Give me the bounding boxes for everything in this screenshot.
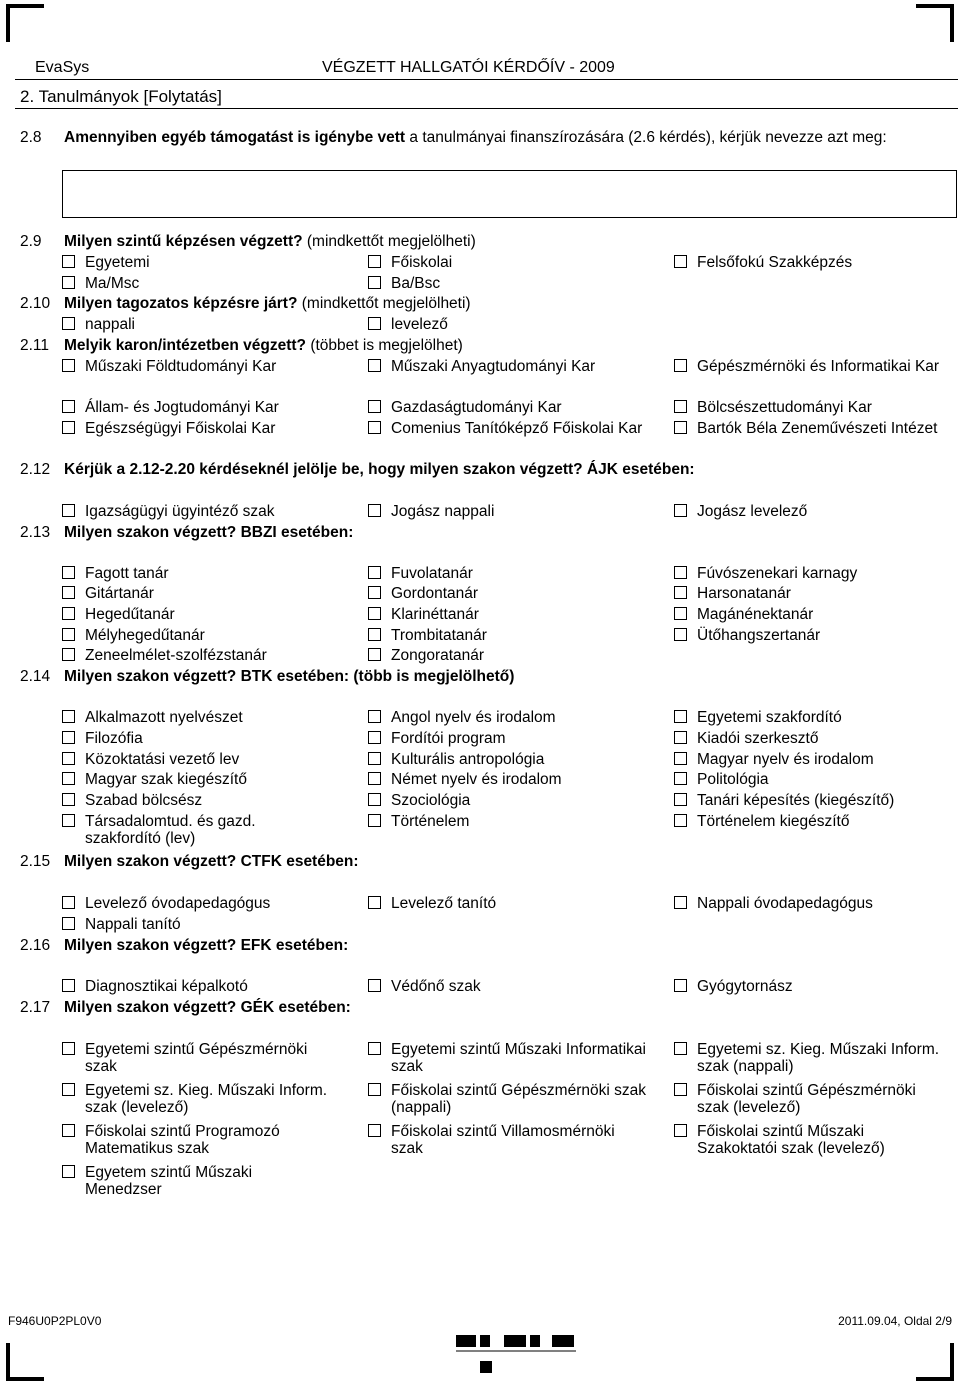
checkbox[interactable]	[368, 504, 381, 517]
checkbox[interactable]	[62, 255, 75, 268]
option-q213-1[interactable]	[368, 565, 648, 582]
option-q215-3[interactable]	[62, 916, 332, 933]
option-q214-11[interactable]	[674, 771, 944, 788]
option-q217-0[interactable]	[62, 1041, 332, 1075]
option-q217-5[interactable]	[674, 1082, 944, 1116]
option-label: Egyetemi szintű Gépészmérnöki szak	[85, 1041, 308, 1075]
option-label: Ütőhangszertanár	[697, 627, 821, 644]
checkbox[interactable]	[368, 648, 381, 661]
checkbox[interactable]	[674, 255, 687, 268]
option-label: Szociológia	[391, 792, 471, 809]
option-q214-4[interactable]	[368, 730, 648, 747]
corner-mark-top-left	[6, 4, 44, 42]
option-q214-8[interactable]	[674, 751, 944, 768]
option-label: Műszaki Földtudományi Kar	[85, 358, 277, 375]
option-label: Comenius Tanítóképző Főiskolai Kar	[391, 420, 643, 437]
question-2-17	[20, 999, 950, 1017]
checkbox[interactable]	[674, 400, 687, 413]
option-label: Főiskolai szintű Műszaki Szakoktatói szak (levelező)	[697, 1123, 885, 1157]
checkbox[interactable]	[368, 731, 381, 744]
option-q214-5[interactable]	[674, 730, 944, 747]
option-label: Bölcsészettudományi Kar	[697, 399, 872, 416]
option-q214-12[interactable]	[62, 792, 332, 809]
checkbox[interactable]	[62, 421, 75, 434]
option-q212-2[interactable]	[674, 503, 944, 520]
option-q211-4[interactable]	[368, 399, 648, 416]
option-label: Ba/Bsc	[391, 275, 441, 292]
question-hint: (mindkettőt megjelölheti)	[297, 295, 471, 312]
checkbox[interactable]	[62, 400, 75, 413]
option-q214-9[interactable]	[62, 771, 332, 788]
checkbox[interactable]	[368, 752, 381, 765]
checkbox[interactable]	[62, 710, 75, 723]
option-label: Egyetemi szintű Műszaki Informatikai szak	[391, 1041, 646, 1075]
option-q217-1[interactable]	[368, 1041, 648, 1075]
question-2-15	[20, 853, 950, 871]
option-q213-3[interactable]	[62, 585, 332, 602]
option-q214-2[interactable]	[674, 709, 944, 726]
checkbox[interactable]	[62, 752, 75, 765]
option-q214-15[interactable]	[62, 813, 332, 847]
checkbox[interactable]	[674, 772, 687, 785]
option-label: Egészségügyi Főiskolai Kar	[85, 420, 276, 437]
question-text: Milyen szakon végzett? BBZI esetében:	[64, 524, 354, 541]
question-text: Milyen szintű képzésen végzett?	[64, 233, 303, 250]
option-q214-1[interactable]	[368, 709, 648, 726]
question-hint: (többet is megjelölhet)	[306, 337, 463, 354]
option-label: Főiskolai	[391, 254, 453, 271]
checkbox[interactable]	[368, 814, 381, 827]
option-label: Politológia	[697, 771, 769, 788]
option-label: Nappali tanító	[85, 916, 181, 933]
question-2-14	[20, 668, 950, 686]
checkbox[interactable]	[62, 566, 75, 579]
option-q214-6[interactable]	[62, 751, 332, 768]
option-q214-17[interactable]	[674, 813, 944, 830]
checkbox[interactable]	[368, 586, 381, 599]
checkbox[interactable]	[674, 1042, 687, 1055]
checkbox[interactable]	[62, 276, 75, 289]
option-q211-5[interactable]	[674, 399, 944, 416]
checkbox[interactable]	[674, 731, 687, 744]
checkbox[interactable]	[368, 276, 381, 289]
checkbox[interactable]	[368, 793, 381, 806]
option-q216-2[interactable]	[674, 978, 944, 995]
question-text: Melyik karon/intézetben végzett?	[64, 337, 307, 354]
option-label: Jogász levelező	[697, 503, 808, 520]
option-label: Zongoratanár	[391, 647, 485, 664]
option-q214-0[interactable]	[62, 709, 332, 726]
question-2-8: 2.8 Amennyiben egyéb támogatást is igénybe vett a tanulmányai finanszírozására (2.6 kérdés), kérjük nevezze azt meg:	[20, 129, 887, 146]
checkbox[interactable]	[368, 896, 381, 909]
question-number: 2.13	[20, 524, 51, 541]
option-q213-8[interactable]	[674, 606, 944, 623]
option-q217-3[interactable]	[62, 1082, 332, 1116]
section-divider	[15, 108, 958, 109]
question-text: Milyen tagozatos képzésre járt?	[64, 295, 298, 312]
option-label: Főiskolai szintű Villamosmérnöki szak	[391, 1123, 615, 1157]
checkbox[interactable]	[62, 1042, 75, 1055]
option-label: Klarinéttanár	[391, 606, 479, 623]
checkbox[interactable]	[368, 607, 381, 620]
option-q213-0[interactable]	[62, 565, 332, 582]
option-q211-6[interactable]	[62, 420, 332, 437]
option-label: Egyetemi sz. Kieg. Műszaki Inform. szak (levelező)	[85, 1082, 328, 1116]
checkbox[interactable]	[674, 607, 687, 620]
option-label: Főiskolai szintű Programozó Matematikus szak	[85, 1123, 280, 1157]
checkbox[interactable]	[674, 586, 687, 599]
checkbox[interactable]	[674, 1124, 687, 1137]
option-q212-0[interactable]	[62, 503, 332, 520]
barcode-marks	[456, 1335, 576, 1379]
option-q213-2[interactable]	[674, 565, 944, 582]
option-q29-2[interactable]	[674, 254, 944, 271]
checkbox[interactable]	[62, 648, 75, 661]
option-label: Fuvolatanár	[391, 565, 473, 582]
header-divider	[15, 79, 958, 80]
checkbox[interactable]	[674, 504, 687, 517]
option-q210-0[interactable]	[62, 316, 332, 333]
option-q215-2[interactable]	[674, 895, 944, 912]
option-q215-0[interactable]	[62, 895, 332, 912]
option-label: Zeneelmélet-szolfézstanár	[85, 647, 267, 664]
checkbox[interactable]	[62, 1083, 75, 1096]
option-label: Bartók Béla Zeneművészeti Intézet	[697, 420, 938, 437]
question-number: 2.9	[20, 233, 42, 250]
checkbox[interactable]	[62, 586, 75, 599]
option-label: Magánénektanár	[697, 606, 814, 623]
question-number: 2.11	[20, 337, 50, 354]
checkbox[interactable]	[62, 1165, 75, 1178]
question-number: 2.17	[20, 999, 51, 1016]
option-q213-12[interactable]	[62, 647, 332, 664]
option-label: Német nyelv és irodalom	[391, 771, 562, 788]
question-number: 2.12	[20, 461, 51, 478]
question-2-16	[20, 937, 950, 955]
checkbox[interactable]	[62, 1124, 75, 1137]
checkbox[interactable]	[674, 359, 687, 372]
option-q217-4[interactable]	[368, 1082, 648, 1116]
option-label: Ma/Msc	[85, 275, 140, 292]
question-number: 2.15	[20, 853, 51, 870]
checkbox[interactable]	[368, 979, 381, 992]
option-label: Felsőfokú Szakképzés	[697, 254, 853, 271]
checkbox[interactable]	[368, 1083, 381, 1096]
option-q217-7[interactable]	[368, 1123, 648, 1157]
option-label: Fordítói program	[391, 730, 506, 747]
option-q213-6[interactable]	[62, 606, 332, 623]
option-q217-6[interactable]	[62, 1123, 332, 1157]
app-name: EvaSys	[35, 59, 90, 76]
option-label: Társadalomtud. és gazd. szakfordító (lev)	[85, 813, 256, 847]
question-number: 2.16	[20, 937, 51, 954]
option-q213-4[interactable]	[368, 585, 648, 602]
section-title: 2. Tanulmányok [Folytatás]	[20, 87, 222, 106]
option-label: nappali	[85, 316, 135, 333]
option-q29-4[interactable]	[368, 275, 648, 292]
option-label: Védőnő szak	[391, 978, 481, 995]
checkbox[interactable]	[368, 710, 381, 723]
checkbox[interactable]	[674, 793, 687, 806]
checkbox[interactable]	[674, 566, 687, 579]
question-number: 2.10	[20, 295, 51, 312]
question-text: Milyen szakon végzett? GÉK esetében:	[64, 999, 351, 1016]
question-text: Amennyiben egyéb támogatást is igénybe vett	[64, 129, 406, 146]
option-q213-5[interactable]	[674, 585, 944, 602]
option-label: Szabad bölcsész	[85, 792, 203, 809]
option-label: Gordontanár	[391, 585, 479, 602]
checkbox[interactable]	[368, 400, 381, 413]
corner-mark-bottom-left	[6, 1343, 44, 1381]
option-label: Egyetemi szakfordító	[697, 709, 842, 726]
question-number: 2.14	[20, 668, 51, 685]
option-label: Angol nyelv és irodalom	[391, 709, 556, 726]
checkbox[interactable]	[62, 979, 75, 992]
question-text: Milyen szakon végzett? BTK esetében: (több is megjelölhető)	[64, 668, 515, 685]
checkbox[interactable]	[674, 628, 687, 641]
option-label: levelező	[391, 316, 448, 333]
option-q217-2[interactable]	[674, 1041, 944, 1075]
option-label: Filozófia	[85, 730, 143, 747]
option-label: Igazságügyi ügyintéző szak	[85, 503, 275, 520]
survey-title: VÉGZETT HALLGATÓI KÉRDŐÍV - 2009	[322, 59, 615, 76]
option-label: Fagott tanár	[85, 565, 169, 582]
checkbox[interactable]	[674, 896, 687, 909]
checkbox[interactable]	[368, 1042, 381, 1055]
checkbox[interactable]	[368, 772, 381, 785]
corner-mark-top-right	[916, 4, 954, 42]
option-q29-3[interactable]	[62, 275, 332, 292]
checkbox[interactable]	[368, 628, 381, 641]
option-q213-13[interactable]	[368, 647, 648, 664]
other-support-text-field[interactable]	[62, 170, 957, 218]
option-label: Egyetem szintű Műszaki Menedzser	[85, 1164, 253, 1198]
checkbox[interactable]	[674, 814, 687, 827]
checkbox[interactable]	[368, 421, 381, 434]
option-q214-16[interactable]	[368, 813, 648, 830]
option-q211-8[interactable]	[674, 420, 944, 437]
option-label: Egyetemi sz. Kieg. Műszaki Inform. szak (nappali)	[697, 1041, 940, 1075]
option-label: Diagnosztikai képalkotó	[85, 978, 248, 995]
option-label: Főiskolai szintű Gépészmérnöki szak (levelező)	[697, 1082, 916, 1116]
option-q211-7[interactable]	[368, 420, 648, 437]
checkbox[interactable]	[62, 772, 75, 785]
option-label: Levelező tanító	[391, 895, 497, 912]
option-q213-11[interactable]	[674, 627, 944, 644]
checkbox[interactable]	[368, 359, 381, 372]
checkbox[interactable]	[674, 979, 687, 992]
option-label: Levelező óvodapedagógus	[85, 895, 271, 912]
option-label: Gitártanár	[85, 585, 154, 602]
checkbox[interactable]	[62, 917, 75, 930]
checkbox[interactable]	[674, 752, 687, 765]
option-q216-0[interactable]	[62, 978, 332, 995]
option-label: Gépészmérnöki és Informatikai Kar	[697, 358, 940, 375]
checkbox[interactable]	[62, 628, 75, 641]
option-q217-9[interactable]	[62, 1164, 332, 1198]
option-label: Alkalmazott nyelvészet	[85, 709, 243, 726]
option-label: Harsonatanár	[697, 585, 791, 602]
option-label: Nappali óvodapedagógus	[697, 895, 873, 912]
form-code: F946U0P2PL0V0	[8, 1314, 102, 1328]
option-q213-9[interactable]	[62, 627, 332, 644]
option-label: Műszaki Anyagtudományi Kar	[391, 358, 596, 375]
checkbox[interactable]	[62, 504, 75, 517]
option-label: Magyar szak kiegészítő	[85, 771, 247, 788]
option-label: Állam- és Jogtudományi Kar	[85, 399, 279, 416]
option-label: Mélyhegedűtanár	[85, 627, 205, 644]
checkbox[interactable]	[674, 1083, 687, 1096]
option-q217-8[interactable]	[674, 1123, 944, 1157]
option-q214-3[interactable]	[62, 730, 332, 747]
checkbox[interactable]	[368, 566, 381, 579]
option-label: Egyetemi	[85, 254, 150, 271]
question-text: Milyen szakon végzett? EFK esetében:	[64, 937, 349, 954]
option-q211-2[interactable]	[674, 358, 944, 375]
checkbox[interactable]	[62, 793, 75, 806]
question-hint: (mindkettőt megjelölheti)	[302, 233, 476, 250]
checkbox[interactable]	[368, 317, 381, 330]
checkbox[interactable]	[62, 607, 75, 620]
option-label: Főiskolai szintű Gépészmérnöki szak (nappali)	[391, 1082, 646, 1116]
option-q211-0[interactable]	[62, 358, 332, 375]
option-q29-1[interactable]	[368, 254, 648, 271]
question-2-12	[20, 461, 950, 479]
option-q214-13[interactable]	[368, 792, 648, 809]
question-text: Milyen szakon végzett? CTFK esetében:	[64, 853, 359, 870]
option-label: Kulturális antropológia	[391, 751, 545, 768]
question-2-11	[20, 337, 950, 355]
option-q214-14[interactable]	[674, 792, 944, 809]
option-q215-1[interactable]	[368, 895, 648, 912]
option-q212-1[interactable]	[368, 503, 648, 520]
checkbox[interactable]	[368, 255, 381, 268]
checkbox[interactable]	[62, 731, 75, 744]
question-2-10	[20, 295, 950, 313]
checkbox[interactable]	[62, 814, 75, 827]
option-q213-7[interactable]	[368, 606, 648, 623]
option-q214-10[interactable]	[368, 771, 648, 788]
checkbox[interactable]	[674, 421, 687, 434]
option-q29-0[interactable]	[62, 254, 332, 271]
option-label: Fúvószenekari karnagy	[697, 565, 858, 582]
option-label: Trombitatanár	[391, 627, 487, 644]
question-2-13	[20, 524, 950, 542]
option-q216-1[interactable]	[368, 978, 648, 995]
option-q214-7[interactable]	[368, 751, 648, 768]
checkbox[interactable]	[62, 317, 75, 330]
option-label: Gazdaságtudományi Kar	[391, 399, 562, 416]
checkbox[interactable]	[368, 1124, 381, 1137]
option-label: Tanári képesítés (kiegészítő)	[697, 792, 895, 809]
option-q211-3[interactable]	[62, 399, 332, 416]
question-text: Kérjük a 2.12-2.20 kérdéseknél jelölje be, hogy milyen szakon végzett? ÁJK esetében:	[64, 461, 695, 478]
page-info: 2011.09.04, Oldal 2/9	[838, 1314, 952, 1328]
option-q210-1[interactable]	[368, 316, 648, 333]
checkbox[interactable]	[674, 710, 687, 723]
option-q211-1[interactable]	[368, 358, 648, 375]
question-2-9	[20, 233, 950, 251]
checkbox[interactable]	[62, 896, 75, 909]
option-label: Történelem	[391, 813, 470, 830]
option-label: Jogász nappali	[391, 503, 495, 520]
option-label: Magyar nyelv és irodalom	[697, 751, 874, 768]
option-label: Közoktatási vezető lev	[85, 751, 240, 768]
option-q213-10[interactable]	[368, 627, 648, 644]
option-label: Történelem kiegészítő	[697, 813, 850, 830]
option-label: Kiadói szerkesztő	[697, 730, 819, 747]
option-label: Gyógytornász	[697, 978, 793, 995]
corner-mark-bottom-right	[916, 1343, 954, 1381]
option-label: Hegedűtanár	[85, 606, 175, 623]
checkbox[interactable]	[62, 359, 75, 372]
